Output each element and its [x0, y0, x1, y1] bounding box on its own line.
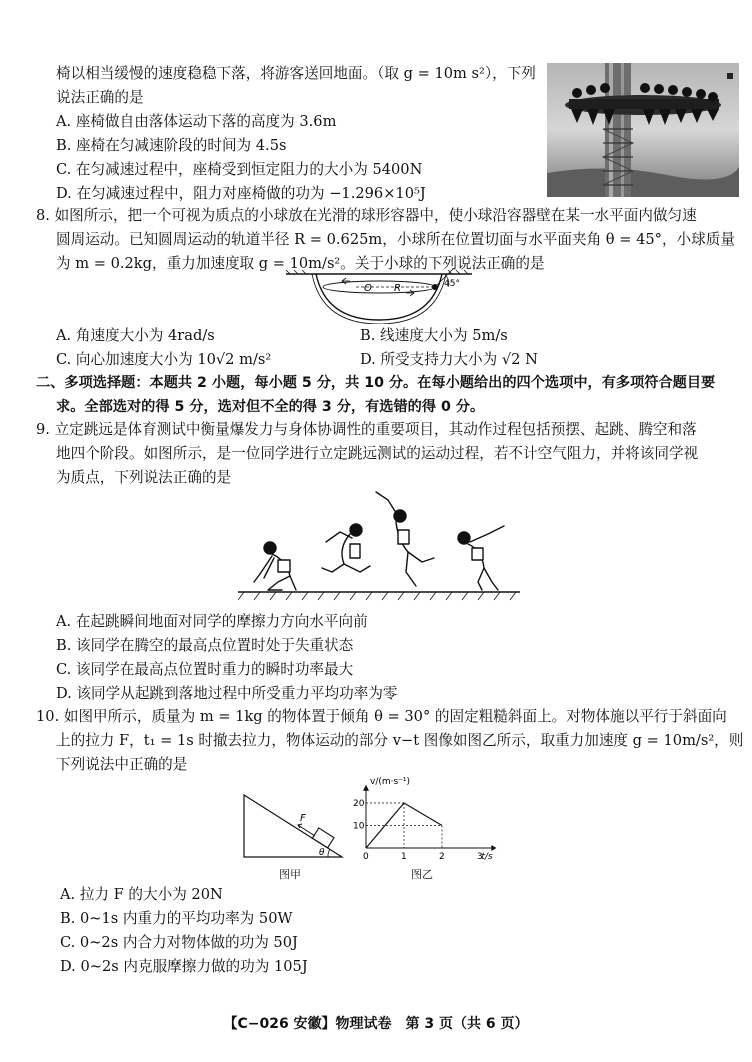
q10-option-c: C. 0~2s 内合力对物体做的功为 50J	[60, 934, 298, 951]
q9-option-b: B. 该同学在腾空的最高点位置时处于失重状态	[56, 637, 354, 654]
q8-text-line-2: 圆周运动。已知圆周运动的轨道半径 R = 0.625m，小球所在位置切面与水平面夹角 θ = 45°，小球质量	[56, 231, 735, 248]
q10-text-line-3: 下列说法中正确的是	[56, 756, 188, 773]
q10-caption-fig-b: 图乙	[411, 868, 433, 881]
q8-fig-center-label: O	[364, 283, 372, 294]
q10-option-a: A. 拉力 F 的大小为 20N	[60, 886, 223, 903]
q7-option-b: B. 座椅在匀减速阶段的时间为 4.5s	[56, 137, 287, 154]
q7-text-line-2: 说法正确的是	[56, 89, 144, 106]
vt-x-axis-arrow	[491, 845, 496, 851]
q10-caption-fig-a: 图甲	[279, 868, 301, 881]
vt-x-tick-label: 3	[477, 852, 483, 862]
q9-text-line-1: 9. 立定跳远是体育测试中衡量爆发力与身体协调性的重要项目，其动作过程包括预摆、起跳、腾空和落	[36, 421, 697, 438]
q10-incline-figure	[242, 793, 346, 863]
q10-text-line-1: 10. 如图甲所示，质量为 m = 1kg 的物体置于倾角 θ = 30° 的固定粗糙斜面上。对物体施以平行于斜面向	[36, 708, 727, 725]
q8-fig-radius-label: R	[394, 283, 401, 294]
q8-option-c: C. 向心加速度大小为 10√2 m/s²	[56, 351, 272, 368]
q9-option-a: A. 在起跳瞬间地面对同学的摩擦力方向水平向前	[56, 613, 368, 630]
q8-option-a: A. 角速度大小为 4rad/s	[56, 327, 215, 344]
q8-text-line-1: 8. 如图所示，把一个可视为质点的小球放在光滑的球形容器中，使小球沿容器壁在某一水平面内做匀速	[36, 207, 697, 224]
vt-tick-labels	[353, 799, 483, 862]
vt-x-axis-label: t/s	[481, 852, 493, 862]
drop-tower-photo	[547, 63, 739, 197]
vt-x-tick-label: 1	[401, 852, 407, 862]
q8-option-d: D. 所受支持力大小为 √2 N	[360, 351, 538, 368]
q9-text-line-3: 为质点，下列说法正确的是	[56, 469, 232, 486]
q7-option-c: C. 在匀减速过程中，座椅受到恒定阻力的大小为 5400N	[56, 161, 423, 178]
vt-x-tick-label: 2	[439, 852, 445, 862]
q8-bowl-figure	[286, 268, 472, 324]
section-2-header-line-1: 二、多项选择题：本题共 2 小题，每小题 5 分，共 10 分。在每小题给出的四个选项中，有多项符合题目要	[36, 375, 716, 391]
q10-force-label: F	[300, 813, 306, 824]
q10-vt-graph	[352, 774, 512, 868]
q8-fig-angle-label: 45°	[444, 279, 460, 289]
vt-y-tick-label: 20	[353, 799, 365, 809]
page-footer: 【C−026 安徽】物理试卷 第 3 页（共 6 页）	[223, 1016, 529, 1032]
vt-x-tick-label: 0	[363, 852, 369, 862]
q8-option-b: B. 线速度大小为 5m/s	[360, 327, 508, 344]
q9-long-jump-figure	[238, 486, 520, 610]
q10-text-line-2: 上的拉力 F，t₁ = 1s 时撤去拉力，物体运动的部分 v−t 图像如图乙所示，取重力加速度 g = 10m/s²，则	[56, 732, 744, 749]
vt-guide-lines	[366, 803, 442, 848]
drop-tower-illustration	[547, 63, 739, 197]
q10-angle-label: θ	[319, 848, 325, 858]
vt-y-axis-arrow	[363, 785, 369, 791]
q7-option-d: D. 在匀减速过程中，阻力对座椅做的功为 −1.296×10⁵J	[56, 185, 426, 202]
q9-option-c: C. 该同学在最高点位置时重力的瞬时功率最大	[56, 661, 354, 678]
q10-option-d: D. 0~2s 内克服摩擦力做的功为 105J	[60, 958, 308, 975]
q9-option-d: D. 该同学从起跳到落地过程中所受重力平均功率为零	[56, 685, 398, 702]
q7-option-a: A. 座椅做自由落体运动下落的高度为 3.6m	[56, 113, 337, 130]
vt-y-tick-label: 10	[353, 821, 365, 832]
q7-text-line-1: 椅以相当缓慢的速度稳稳下落，将游客送回地面。（取 g = 10m s²），下列	[56, 65, 536, 82]
q10-option-b: B. 0~1s 内重力的平均功率为 50W	[60, 910, 293, 927]
q9-text-line-2: 地四个阶段。如图所示，是一位同学进行立定跳远测试的运动过程，若不计空气阻力，并将该同学视	[56, 445, 699, 462]
vt-y-axis-label: v/(m·s⁻¹)	[370, 777, 411, 787]
q8-text-line-3: 为 m = 0.2kg，重力加速度取 g = 10m/s²。关于小球的下列说法正确的是	[56, 255, 545, 272]
section-2-header-line-2: 求。全部选对的得 5 分，选对但不全的得 3 分，有选错的得 0 分。	[56, 399, 485, 415]
